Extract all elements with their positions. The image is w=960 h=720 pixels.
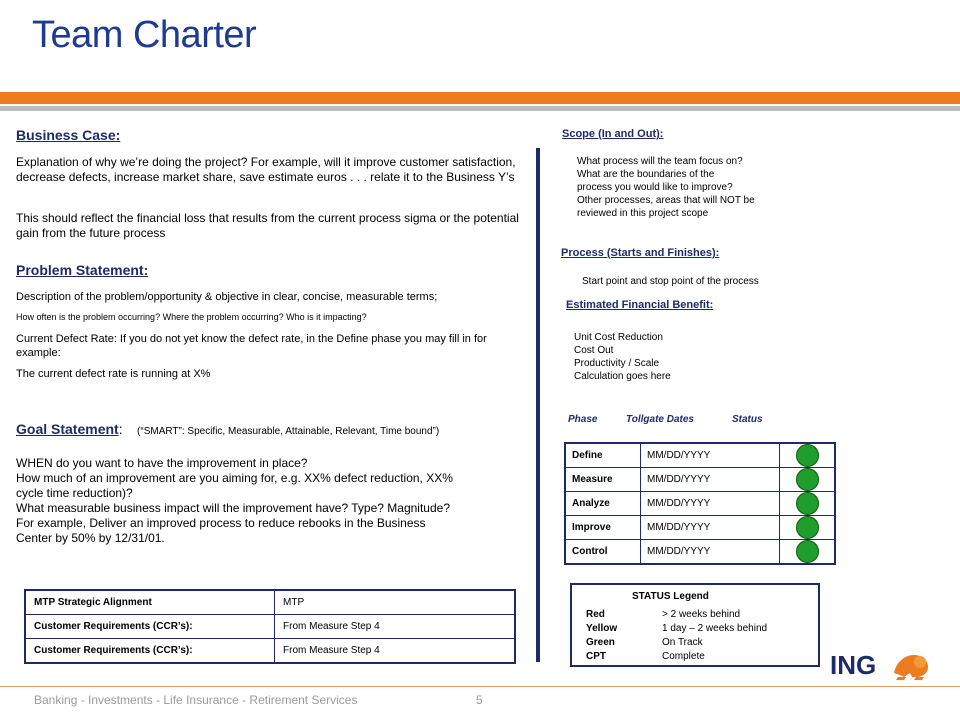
date-cell: MM/DD/YYYY: [641, 492, 780, 516]
problem-statement-heading: Problem Statement:: [16, 262, 149, 278]
legend-row: [586, 651, 705, 662]
phase-cell: Measure: [565, 468, 641, 492]
scope-line: What are the boundaries of the: [577, 169, 715, 180]
page-title: Team Charter: [32, 14, 257, 56]
legend-row: [586, 609, 740, 620]
status-legend: [570, 583, 820, 667]
status-dot-icon: [796, 540, 819, 563]
status-dot-icon: [796, 492, 819, 515]
page-number: 5: [476, 693, 483, 707]
goal-line: For example, Deliver an improved process to reduce rebooks in the Business: [16, 516, 426, 530]
goal-statement-title: [16, 421, 439, 439]
legend-title: STATUS Legend: [632, 591, 709, 602]
phase-cell: Improve: [565, 516, 641, 540]
legend-value: > 2 weeks behind: [662, 609, 741, 620]
table-cell-label: Customer Requirements (CCR’s):: [25, 639, 275, 664]
phase-header: Phase: [568, 414, 598, 425]
table-row: [565, 540, 835, 565]
legend-key: Red: [586, 609, 605, 620]
legend-value: On Track: [662, 637, 703, 648]
problem-statement-text-3: Current Defect Rate: If you do not yet know the defect rate, in the Define phase you may fill in for example:: [16, 333, 487, 359]
goal-line: What measurable business impact will the improvement have? Type? Magnitude?: [16, 501, 451, 515]
table-cell-label: MTP Strategic Alignment: [25, 590, 275, 615]
phase-table-header: [568, 414, 763, 425]
legend-value: Complete: [662, 651, 705, 662]
business-case-heading: Business Case:: [16, 127, 121, 143]
status-cell: [780, 443, 836, 468]
problem-statement-text-4: The current defect rate is running at X%: [16, 368, 211, 380]
goal-statement-heading: Goal Statement: [16, 421, 119, 437]
phase-table: [564, 442, 836, 565]
lion-icon: [890, 647, 932, 681]
status-dot-icon: [796, 468, 819, 491]
financial-line: Productivity / Scale: [574, 358, 660, 369]
problem-statement-text-2: How often is the problem occurring? Where the problem occurring? Who is it impacting?: [16, 312, 367, 322]
column-divider: [536, 148, 540, 662]
goal-line: WHEN do you want to have the improvement in place?: [16, 456, 308, 470]
date-cell: MM/DD/YYYY: [641, 468, 780, 492]
phase-cell: Analyze: [565, 492, 641, 516]
financial-line: Cost Out: [574, 345, 614, 356]
status-cell: [780, 468, 836, 492]
legend-key: Green: [586, 637, 615, 648]
scope-heading: Scope (In and Out):: [562, 128, 664, 140]
table-cell-value: MTP: [275, 590, 516, 615]
legend-key: Yellow: [586, 623, 618, 634]
goal-line: Center by 50% by 12/31/01.: [16, 531, 165, 545]
footer-text: Banking - Investments - Life Insurance - Retirement Services: [34, 693, 358, 707]
phase-cell: Define: [565, 443, 641, 468]
business-case-text-1: Explanation of why we’re doing the project? For example, will it improve customer satisfaction, decrease defects, increase market share, save estimate euros . . . relate it to the Business Y’s: [16, 155, 516, 184]
ing-logo: [830, 645, 934, 683]
status-dot-icon: [796, 516, 819, 539]
table-row: [25, 590, 515, 615]
date-cell: MM/DD/YYYY: [641, 443, 780, 468]
table-row: [565, 492, 835, 516]
table-cell-label: Customer Requirements (CCR’s):: [25, 615, 275, 639]
table-cell-value: From Measure Step 4: [275, 639, 516, 664]
scope-line: What process will the team focus on?: [577, 156, 743, 167]
legend-value: 1 day – 2 weeks behind: [662, 623, 768, 634]
table-row: [565, 516, 835, 540]
table-cell-value: From Measure Step 4: [275, 615, 516, 639]
table-row: [565, 468, 835, 492]
status-cell: [780, 516, 836, 540]
scope-line: Other processes, areas that will NOT be: [577, 195, 755, 206]
scope-line: process you would like to improve?: [577, 182, 733, 193]
process-text: Start point and stop point of the process: [582, 276, 759, 287]
table-row: [25, 615, 515, 639]
status-cell: [780, 540, 836, 565]
scope-line: reviewed in this project scope: [577, 208, 709, 219]
dates-header: Tollgate Dates: [626, 414, 694, 425]
mtp-table: [24, 589, 516, 664]
header-rule-gray: [0, 106, 960, 111]
financial-line: Unit Cost Reduction: [574, 332, 663, 343]
table-row: [565, 443, 835, 468]
ing-logo-text: ING: [830, 650, 877, 680]
status-dot-icon: [796, 444, 819, 467]
smart-note: (“SMART”: Specific, Measurable, Attainable, Relevant, Time bound”): [137, 426, 440, 437]
table-row: [25, 639, 515, 664]
goal-line: cycle time reduction)?: [16, 486, 133, 500]
status-header: Status: [732, 414, 763, 425]
financial-heading: Estimated Financial Benefit:: [566, 299, 714, 311]
business-case-text-2: This should reflect the financial loss that results from the current process sigma or the potential gain from the future process: [16, 211, 519, 240]
financial-body: [574, 331, 671, 383]
problem-statement-text-1: Description of the problem/opportunity & objective in clear, concise, measurable terms;: [16, 291, 438, 303]
legend-row: [586, 637, 703, 648]
goal-statement-colon: :: [118, 421, 123, 437]
phase-cell: Control: [565, 540, 641, 565]
status-cell: [780, 492, 836, 516]
footer-rule: [0, 686, 960, 687]
date-cell: MM/DD/YYYY: [641, 540, 780, 565]
process-heading: Process (Starts and Finishes):: [561, 247, 720, 259]
header-rule-orange: [0, 92, 960, 104]
financial-line: Calculation goes here: [574, 371, 671, 382]
goal-line: How much of an improvement are you aiming for, e.g. XX% defect reduction, XX%: [16, 471, 453, 485]
date-cell: MM/DD/YYYY: [641, 516, 780, 540]
scope-body: [577, 155, 817, 220]
goal-statement-body: [16, 456, 526, 546]
legend-key: CPT: [586, 651, 606, 662]
legend-row: [586, 623, 767, 634]
